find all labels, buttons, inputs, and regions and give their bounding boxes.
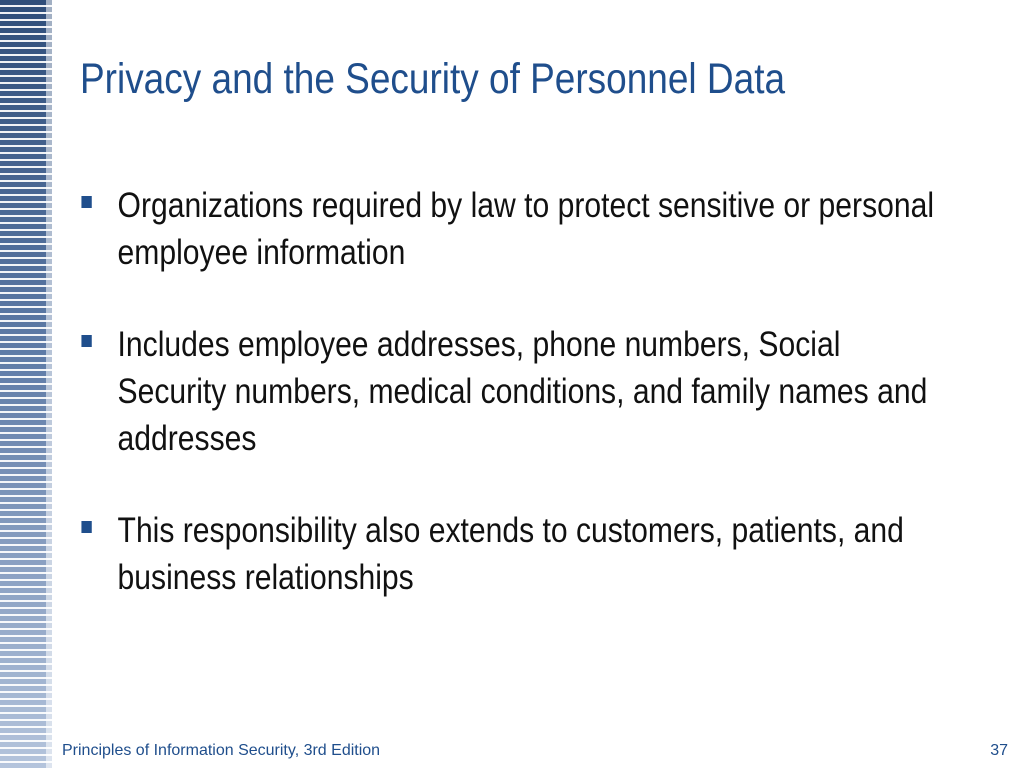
bullet-item	[78, 321, 938, 462]
bullet-item	[78, 182, 938, 276]
square-bullet-icon	[81, 335, 91, 347]
square-bullet-icon	[81, 196, 91, 208]
bullet-list	[78, 182, 938, 646]
slide-title: Privacy and the Security of Personnel Data	[80, 55, 786, 103]
page-number: 37	[990, 742, 1008, 759]
footer-text: Principles of Information Security, 3rd Edition	[62, 742, 381, 759]
bullet-item	[78, 507, 938, 601]
side-bar-edge	[46, 0, 52, 768]
bullet-text: Includes employee addresses, phone numbers, Social Security numbers, medical conditions, and family names and addresses	[117, 325, 928, 458]
decorative-side-bar	[0, 0, 52, 768]
bullet-text: Organizations required by law to protect sensitive or personal employee information	[117, 186, 935, 272]
square-bullet-icon	[81, 521, 91, 533]
side-bar-stripes	[0, 0, 52, 768]
bullet-text: This responsibility also extends to customers, patients, and business relationships	[117, 511, 904, 597]
